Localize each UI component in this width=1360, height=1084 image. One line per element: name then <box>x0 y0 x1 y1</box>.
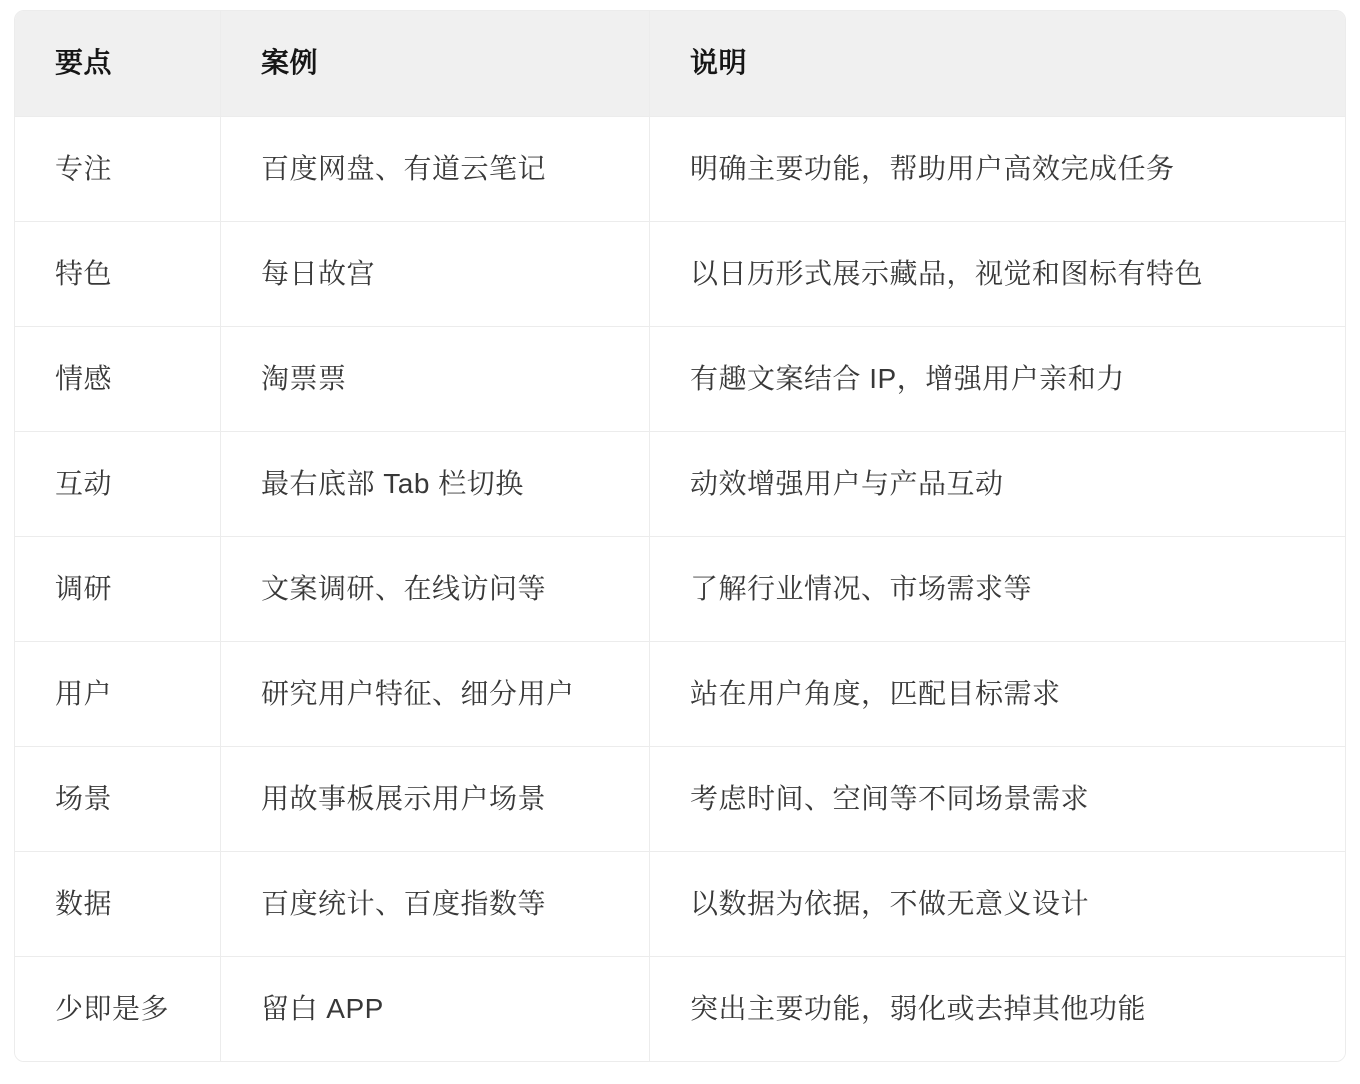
points-cases-table <box>14 10 1346 1062</box>
cell-point: 情感 <box>55 362 113 394</box>
cell-point: 数据 <box>55 887 113 919</box>
cell-point: 场景 <box>55 782 113 814</box>
table-row <box>15 326 1345 431</box>
table-row <box>15 746 1345 851</box>
cell-point: 互动 <box>55 467 113 499</box>
column-header-point: 要点 <box>55 47 113 79</box>
cell-case: 用故事板展示用户场景 <box>220 747 649 851</box>
column-header-description: 说明 <box>649 11 1345 116</box>
table-row <box>15 221 1345 326</box>
cell-description: 动效增强用户与产品互动 <box>649 432 1345 536</box>
table-row <box>15 116 1345 221</box>
column-header-case: 案例 <box>220 11 649 116</box>
table-header-row <box>15 11 1345 116</box>
cell-description: 明确主要功能，帮助用户高效完成任务 <box>649 117 1345 221</box>
cell-description: 了解行业情况、市场需求等 <box>649 537 1345 641</box>
table-row <box>15 641 1345 746</box>
cell-description: 突出主要功能，弱化或去掉其他功能 <box>649 957 1345 1061</box>
cell-point: 专注 <box>55 152 113 184</box>
cell-case: 百度统计、百度指数等 <box>220 852 649 956</box>
cell-point: 用户 <box>55 677 113 709</box>
cell-point: 调研 <box>55 572 113 604</box>
cell-description: 站在用户角度，匹配目标需求 <box>649 642 1345 746</box>
cell-case: 研究用户特征、细分用户 <box>220 642 649 746</box>
cell-case: 最右底部 Tab 栏切换 <box>220 432 649 536</box>
cell-description: 有趣文案结合 IP，增强用户亲和力 <box>649 327 1345 431</box>
cell-case: 每日故宫 <box>220 222 649 326</box>
cell-point: 少即是多 <box>55 992 170 1024</box>
cell-point: 特色 <box>55 257 113 289</box>
table-row <box>15 956 1345 1061</box>
cell-case: 百度网盘、有道云笔记 <box>220 117 649 221</box>
cell-case: 文案调研、在线访问等 <box>220 537 649 641</box>
cell-case: 留白 APP <box>220 957 649 1061</box>
table-row <box>15 431 1345 536</box>
cell-case: 淘票票 <box>220 327 649 431</box>
cell-description: 考虑时间、空间等不同场景需求 <box>649 747 1345 851</box>
cell-description: 以日历形式展示藏品，视觉和图标有特色 <box>649 222 1345 326</box>
cell-description: 以数据为依据，不做无意义设计 <box>649 852 1345 956</box>
table-row <box>15 536 1345 641</box>
table-row <box>15 851 1345 956</box>
